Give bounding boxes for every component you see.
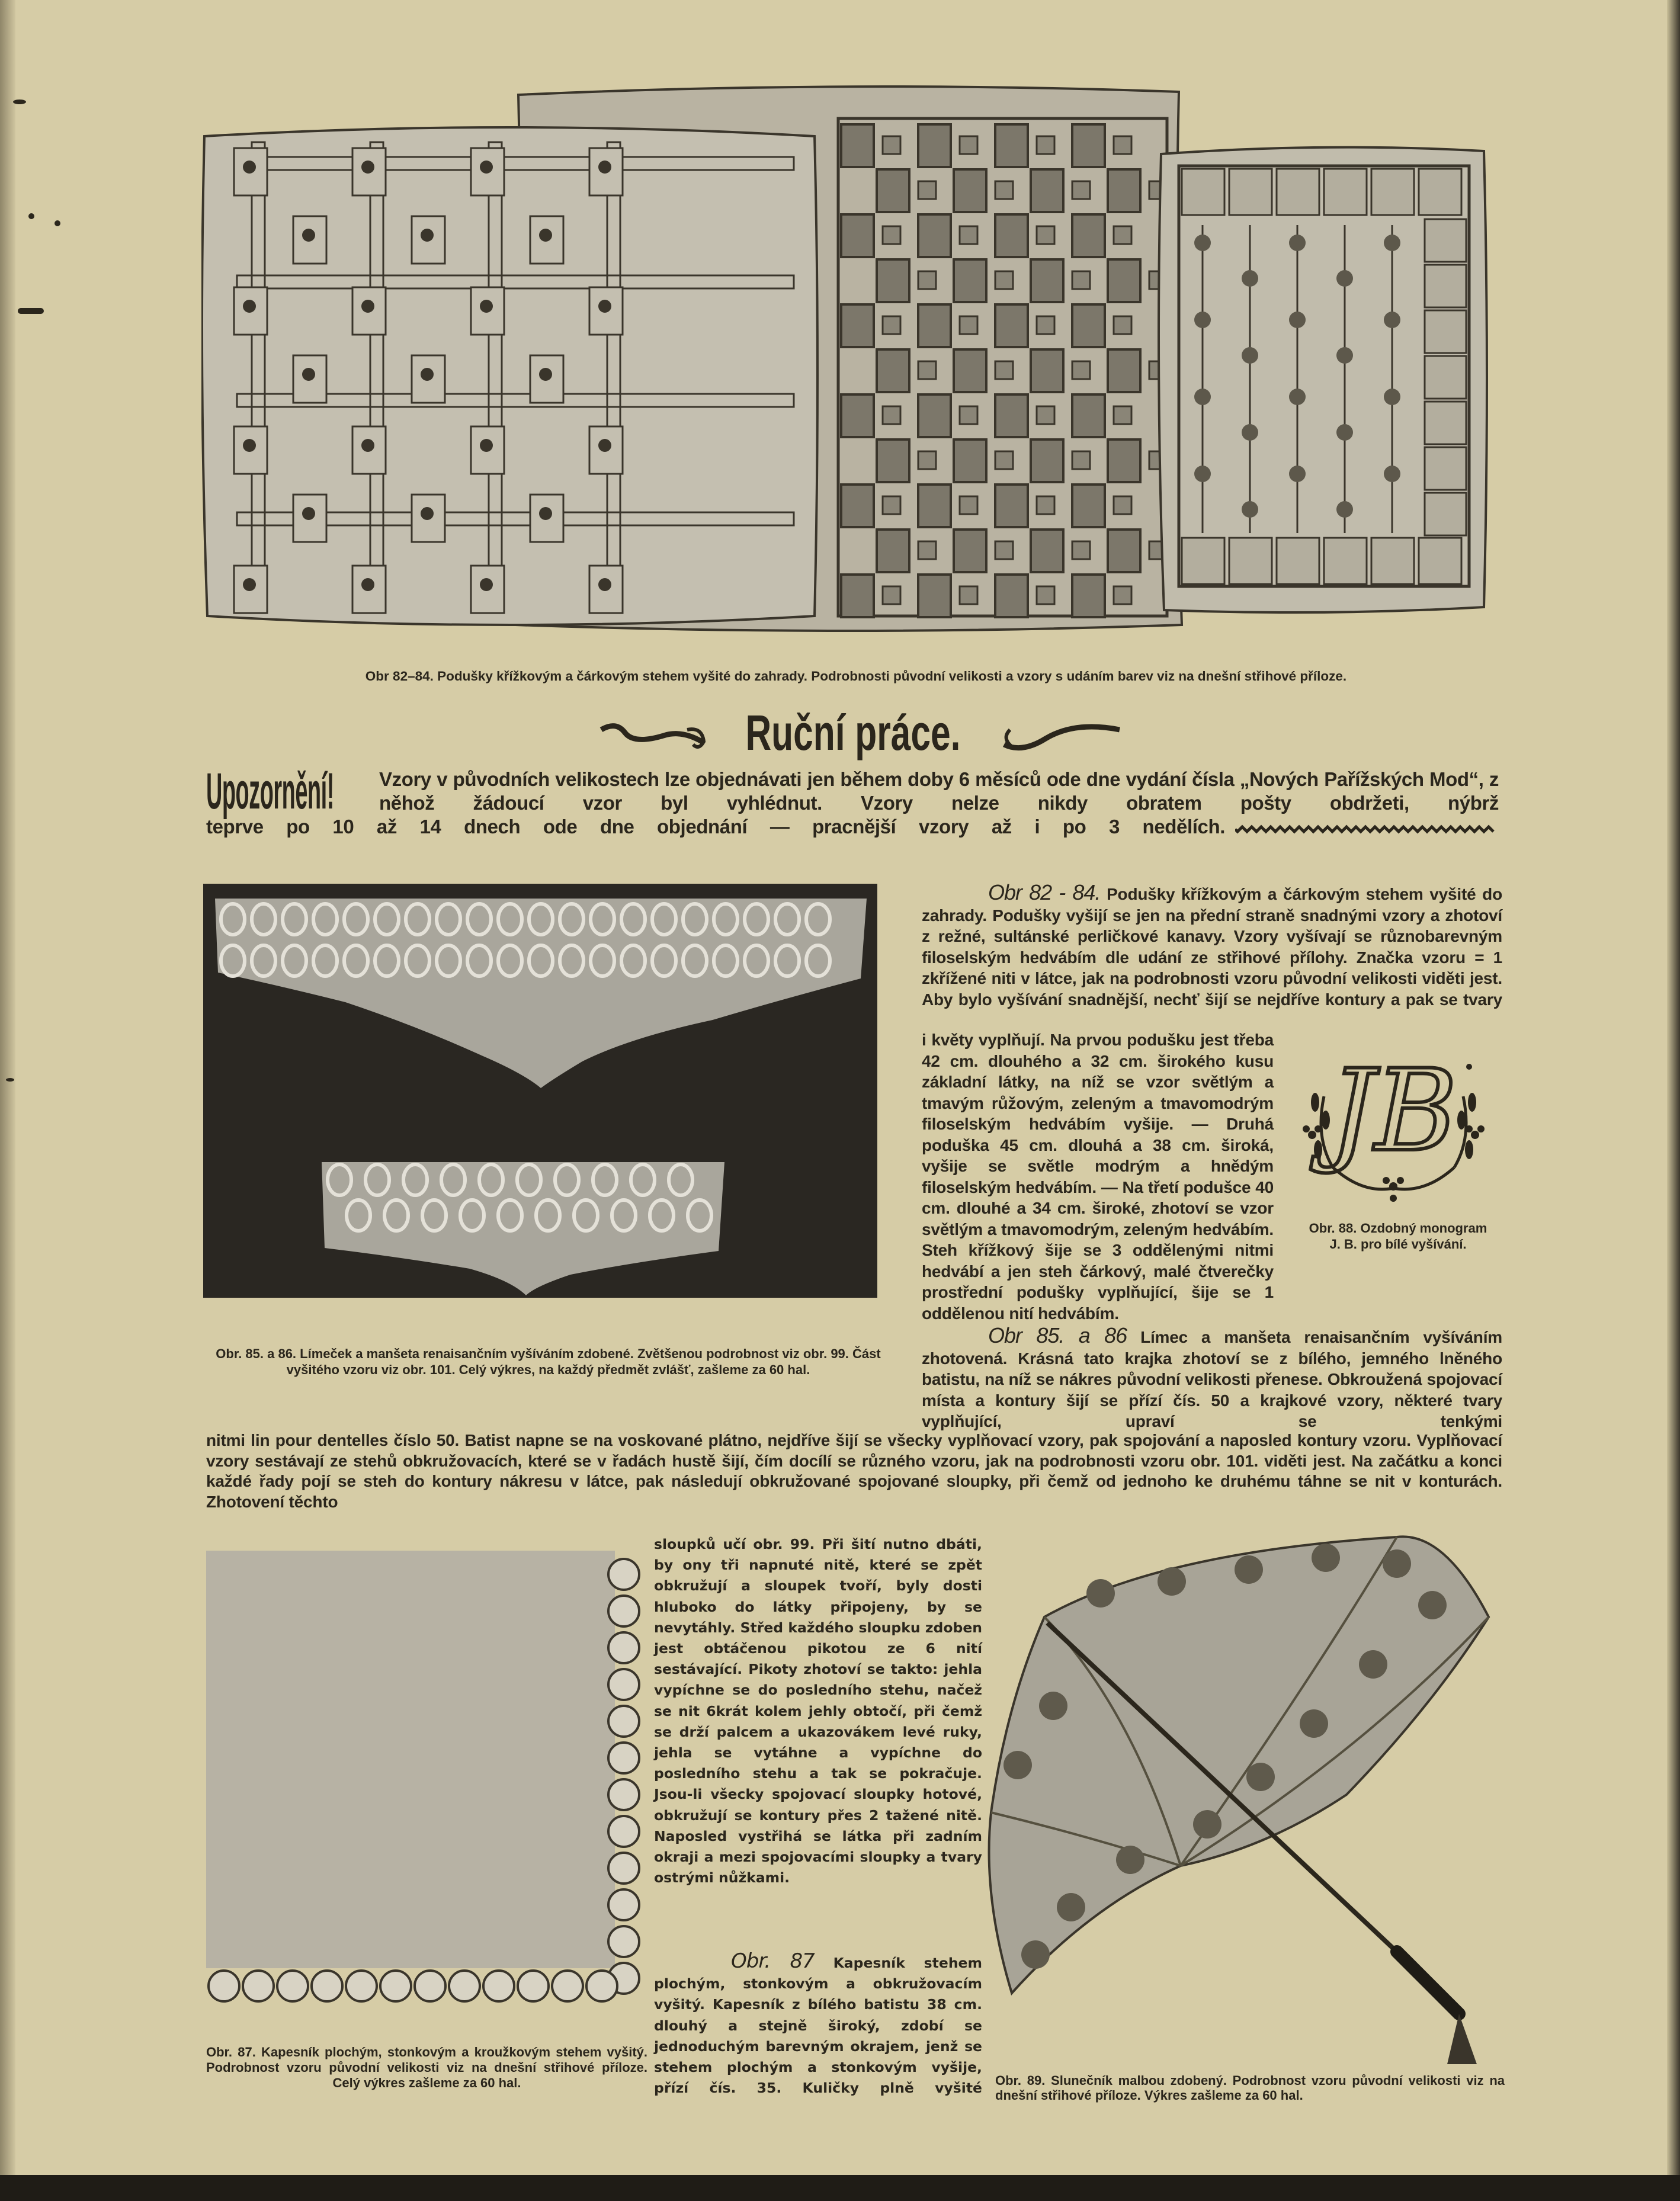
pillow-square	[877, 259, 909, 302]
pillow-small-square	[1037, 586, 1054, 604]
article-fig85-column: sloupků učí obr. 99. Při šití nutno dbáti, by ony tři napnuté nitě, které se zpět obkružují a sloupek tvoří, byly dosti hluboko do látky připojeny, by se nevytáhly. Střed každého sloupku zdoben jest obtáčenou pikotou ze 6 nití sestávající. Pikoty zhotoví se takto: jehla vypíchne se do posledního stehu, načež se nit 6krát kolem jehly obtočí, při čemž se drží palcem a ukazovákem levé ruky, jehla se vytáhne a vypíchne do posledního stehu a tak se pokračuje. Jsou-li všecky spojovací sloupky hotové, obkružují se kontury přes 2 tažené nitě. Naposled vystřihá se látka při zadním okraji a mezi spojovacími sloupky a tvary ostrými nůžkami.	[654, 1536, 982, 1886]
pillow-flower	[480, 300, 493, 313]
pillow-clover	[1336, 347, 1353, 364]
pillow-border-square	[1419, 538, 1461, 584]
handkerchief-flower	[608, 1816, 639, 1847]
figure-87-caption: Obr. 87. Kapesník plochým, stonkovým a kroužkovým stehem vyšitý. Podrobnost vzoru původní velikosti viz na dnešní střihové příloze. Celý výkres zašleme za 60 hal.	[206, 2045, 647, 2090]
pillow-small-square	[883, 136, 900, 154]
handkerchief-flower	[552, 1971, 583, 2001]
parasol-flower	[1312, 1544, 1340, 1572]
pillow-square	[918, 124, 951, 167]
handkerchief-flower	[586, 1971, 617, 2001]
parasol-tassel	[1447, 2014, 1477, 2064]
pillow-flower	[598, 161, 611, 174]
pillow-middle-pattern	[838, 118, 1167, 617]
monogram-jb-illustration	[1291, 1031, 1496, 1207]
handkerchief-flower	[608, 1596, 639, 1626]
pillow-flower	[361, 578, 374, 591]
pillow-small-square	[918, 541, 936, 559]
article-fig85-continued: nitmi lin pour dentelles číslo 50. Batist napne se na voskované plátno, nejdříve šijí se všecky vyplňovací vzory, pak spojování a naposled kontury vzoru. Vyplňovací vzory sestávají ze stehů obkružovacích, které se v řadách hustě šijí, čím docílí se různého vzoru, jak na podrobnosti vzoru obr. 101. viděti jest. Na začátku a konci každé řady pojí se steh do kontury nákresu v látce, pak následují obkružované spojované sloupky, při čemž od jednoho ke druhému táhne se nit v konturách. Zhotovení těchto	[206, 1431, 1502, 1511]
pillow-border-square	[1371, 169, 1414, 215]
scan-mark	[13, 100, 26, 104]
pillow-border-square	[1324, 538, 1367, 584]
pillow-square	[995, 214, 1028, 257]
pillow-square	[1031, 259, 1063, 302]
pillow-border-square	[1371, 538, 1414, 584]
pillow-square	[1072, 304, 1105, 347]
article-fig87-text: Kapesník stehem plochým, stonkovým a obkružovacím vyšitý. Kapesník z bílého batistu 38 cm. dlouhý a stejně široký, zdobí se jednoduchým barevným okrajem, jenž se stehem plochým a stonkovým vyšije, přízí čís. 35. Kuličky plně vyšité	[654, 1955, 982, 2097]
pillow-square	[841, 214, 874, 257]
handkerchief-flower	[243, 1971, 274, 2001]
pillow-square	[1108, 439, 1140, 482]
scan-mark	[6, 1078, 14, 1082]
pillow-border-square	[1425, 447, 1466, 490]
parasol-flower	[1021, 1940, 1050, 1969]
pillow-square	[1031, 169, 1063, 212]
pillow-clover	[1242, 501, 1258, 518]
pillow-square	[1031, 530, 1063, 572]
pillow-flower	[421, 229, 434, 242]
pillow-border-square	[1419, 169, 1461, 215]
article-fig82-heading: Obr 82 - 84.	[988, 880, 1101, 904]
pillow-small-square	[960, 136, 977, 154]
pillows-illustration	[201, 83, 1493, 634]
handkerchief-flower	[346, 1971, 377, 2001]
handkerchief-flower	[608, 1559, 639, 1590]
pillow-clover	[1289, 235, 1306, 251]
pillow-square	[954, 349, 986, 392]
parasol-flower	[1193, 1810, 1221, 1839]
pillow-flower	[539, 368, 552, 381]
pillow-small-square	[995, 271, 1013, 289]
pillow-clover	[1194, 235, 1211, 251]
pillow-small-square	[1072, 451, 1090, 469]
handkerchief-flower	[415, 1971, 445, 2001]
pillow-square	[1072, 214, 1105, 257]
handkerchief-flower	[312, 1971, 342, 2001]
handkerchief-flower	[608, 1706, 639, 1737]
pillow-border-square	[1277, 169, 1319, 215]
page-left-edge	[0, 0, 15, 2201]
wavy-rule	[1235, 827, 1493, 832]
pillow-small-square	[1114, 586, 1131, 604]
pillow-square	[1072, 575, 1105, 617]
pillow-small-square	[883, 586, 900, 604]
pillow-small-square	[960, 226, 977, 244]
pillow-border-square	[1229, 538, 1272, 584]
handkerchief-flower	[608, 1853, 639, 1884]
article-fig87	[654, 1951, 982, 2099]
pillow-small-square	[1072, 181, 1090, 199]
parasol-flower	[1057, 1893, 1085, 1921]
pillow-small-square	[1037, 226, 1054, 244]
pillow-small-square	[960, 586, 977, 604]
pillow-clover	[1384, 466, 1400, 482]
pillow-clover	[1194, 466, 1211, 482]
pillow-small-square	[918, 451, 936, 469]
notice-text: Vzory v původních velikostech lze objednávati jen během doby 6 měsíců ode dne vydání čísla „Nových Pařížských Mod“, z něhož žádoucí vzor byl vyhlédnut. Vzory nelze nikdy obratem pošty obdržeti, nýbrž	[379, 768, 1499, 814]
handkerchief-flower	[608, 1926, 639, 1957]
handkerchief-photo	[206, 1551, 650, 2022]
scan-mark	[18, 308, 44, 314]
pillow-small-square	[960, 316, 977, 334]
pillow-square	[995, 485, 1028, 527]
pillow-square	[1031, 349, 1063, 392]
pillow-square	[995, 575, 1028, 617]
monogram-letters: JB	[1329, 1045, 1457, 1176]
pillow-small-square	[883, 406, 900, 424]
pillow-clover	[1289, 389, 1306, 405]
pillow-square	[1108, 349, 1140, 392]
pillow-square	[954, 530, 986, 572]
parasol-flower	[1116, 1846, 1144, 1874]
pillow-square	[918, 394, 951, 437]
pillow-clover	[1242, 347, 1258, 364]
article-fig87-heading: Obr. 87	[731, 1949, 815, 1973]
pillow-square	[995, 394, 1028, 437]
pillow-clover	[1289, 312, 1306, 328]
pillow-small-square	[883, 316, 900, 334]
pillow-border-square	[1425, 219, 1466, 262]
parasol-flower	[1418, 1591, 1447, 1619]
pillow-small-square	[1114, 226, 1131, 244]
pillow-square	[1072, 485, 1105, 527]
parasol-flower	[1246, 1763, 1275, 1791]
pillow-clover	[1289, 466, 1306, 482]
pillow-square	[841, 485, 874, 527]
title-ornament-right-icon	[998, 718, 1126, 759]
pillow-clover	[1384, 235, 1400, 251]
pillow-flower	[480, 439, 493, 452]
pillow-flower	[539, 229, 552, 242]
pillow-square	[954, 439, 986, 482]
figure-82-84-caption: Obr 82–84. Podušky křížkovým a čárkovým stehem vyšité do zahrady. Podrobnosti původní velikosti a vzory s udáním barev viz na dnešní střihové příloze.	[365, 669, 1347, 684]
pillow-small-square	[1114, 136, 1131, 154]
pillow-flower	[243, 439, 256, 452]
pillow-flower	[361, 439, 374, 452]
pillow-small-square	[1037, 406, 1054, 424]
pillow-small-square	[960, 406, 977, 424]
title-ornament-left-icon	[598, 718, 711, 759]
pillow-flower	[421, 507, 434, 520]
pillow-small-square	[960, 496, 977, 514]
parasol-flower	[1359, 1650, 1387, 1679]
parasol-flower	[1235, 1555, 1263, 1584]
pillow-square	[877, 169, 909, 212]
pillow-border-square	[1425, 402, 1466, 444]
scan-mark	[54, 220, 60, 226]
pillow-small-square	[918, 361, 936, 379]
handkerchief-flower	[449, 1971, 480, 2001]
pillow-border-square	[1182, 538, 1224, 584]
parasol-photo	[982, 1528, 1503, 2067]
article-fig82-body: i květy vyplňují. Na prvou podušku jest třeba 42 cm. dlouhého a 32 cm. širokého kusu základní látky, na níž se vzor světlým a tmavým růžovým, zeleným a tmavomodrým filoselským hedvábím vyšije. — Druhá poduška 45 cm. dlouhá a 38 cm. široká, vyšije se světle modrým a hnědým filoselským hedvábím. — Na třetí podušce 40 cm. dlouhé a 34 cm. široké, zhotoví se vzor světlým a tmavomodrým, zeleným hedvábím. Steh křížkový šije se 3 oddělenými nitmi hedvábí a jen steh čárkový, malé čtverečky prostřední podušky vyplňující, šije se 1 oddělenou nití hedvábím.	[922, 1031, 1274, 1323]
pillow-square	[841, 124, 874, 167]
pillow-flower	[302, 507, 315, 520]
pillow-flower	[480, 578, 493, 591]
pillow-border-square	[1425, 356, 1466, 399]
pillow-square	[877, 439, 909, 482]
handkerchief-flower	[380, 1971, 411, 2001]
parasol-flower	[1158, 1567, 1186, 1596]
pillow-border-square	[1182, 169, 1224, 215]
pillow-border-square	[1425, 493, 1466, 535]
figure-88-caption: Obr. 88. Ozdobný monogram J. B. pro bílé vyšívání.	[1309, 1221, 1487, 1252]
pillow-flower	[421, 368, 434, 381]
handkerchief-flower	[608, 1779, 639, 1810]
pillow-small-square	[883, 496, 900, 514]
handkerchief-flower	[608, 1743, 639, 1773]
pillow-square	[1031, 439, 1063, 482]
pillow-clover	[1384, 312, 1400, 328]
handkerchief-flower	[608, 1669, 639, 1700]
handkerchief-flower	[277, 1971, 308, 2001]
parasol-flower	[1039, 1692, 1067, 1720]
pillow-square	[1108, 169, 1140, 212]
pillow-square	[995, 304, 1028, 347]
pillow-small-square	[918, 271, 936, 289]
pillow-flower	[243, 161, 256, 174]
pillow-flower	[539, 507, 552, 520]
pillow-square	[841, 394, 874, 437]
parasol-handle	[1397, 1952, 1459, 2014]
pillow-small-square	[995, 361, 1013, 379]
figure-85-86-caption: Obr. 85. a 86. Límeček a manšeta renaisančním vyšíváním zdobené. Zvětšenou podrobnost viz obr. 99. Část vyšitého vzoru viz obr. 101. Celý výkres, na každý předmět zvlášť, zašleme za 60 hal.	[216, 1346, 881, 1377]
pillow-small-square	[1072, 271, 1090, 289]
handkerchief-flower	[209, 1971, 239, 2001]
pillow-square	[954, 169, 986, 212]
pillow-square	[1072, 394, 1105, 437]
pillow-clover	[1194, 312, 1211, 328]
pillow-flower	[598, 439, 611, 452]
pillow-clover	[1336, 270, 1353, 287]
pillow-square	[877, 349, 909, 392]
pillow-clover	[1194, 389, 1211, 405]
wavy-rule-icon	[1235, 823, 1496, 835]
pillow-small-square	[995, 451, 1013, 469]
pillow-square	[918, 575, 951, 617]
pillow-small-square	[1072, 541, 1090, 559]
notice-label: Upozornění!	[206, 763, 334, 820]
pillow-flower	[598, 578, 611, 591]
pillow-small-square	[995, 181, 1013, 199]
pillow-small-square	[918, 181, 936, 199]
pillow-border-square	[1324, 169, 1367, 215]
pillow-square	[995, 124, 1028, 167]
pillow-square	[1108, 530, 1140, 572]
figure-89-caption: Obr. 89. Slunečník malbou zdobený. Podrobnost vzoru původní velikosti viz na dnešní střihové příloze. Výkres zašleme za 60 hal.	[995, 2073, 1505, 2103]
article-fig85-heading: Obr 85. a 86	[988, 1323, 1127, 1347]
pillow-border-square	[1229, 169, 1272, 215]
parasol-flower	[1086, 1579, 1115, 1608]
pillow-small-square	[1037, 496, 1054, 514]
pillow-border-square	[1277, 538, 1319, 584]
parasol-flower	[1300, 1709, 1328, 1738]
pillow-square	[1108, 259, 1140, 302]
page-right-edge	[1667, 0, 1680, 2201]
pillow-small-square	[1072, 361, 1090, 379]
notice-text-continued: teprve po 10 až 14 dnech ode dne objednání — pracnější vzory až i po 3 nedělích.	[206, 816, 1225, 838]
section-title: Ruční práce.	[745, 705, 961, 761]
pillow-flower	[243, 300, 256, 313]
pillow-small-square	[1114, 316, 1131, 334]
article-fig85-text: Límec a manšeta renaisančním vyšíváním zhotovená. Krásná tato krajka zhotoví se z bílého, jemného lněného batistu, na níž se nákres původní velikosti přenese. Obkroužená spojovací místa a kontury šijí se přízí čís. 50 a krajkové vzory, některé tvary vyplňující, upraví se tenkými	[922, 1328, 1502, 1430]
pillow-small-square	[1037, 316, 1054, 334]
pillow-clover	[1336, 424, 1353, 441]
pillow-flower	[302, 229, 315, 242]
pillow-square	[918, 485, 951, 527]
lace-collar-cuff-photo	[203, 884, 877, 1298]
parasol-canopy	[989, 1536, 1489, 1993]
pillow-border-square	[1425, 310, 1466, 353]
pillow-square	[918, 304, 951, 347]
pillow-small-square	[1114, 496, 1131, 514]
pillow-clover	[1336, 501, 1353, 518]
pillow-border-square	[1425, 265, 1466, 307]
pillow-square	[877, 530, 909, 572]
handkerchief-flower	[608, 1889, 639, 1920]
handkerchief-flower	[483, 1971, 514, 2001]
article-fig85-intro	[922, 1325, 1502, 1432]
pillow-small-square	[883, 226, 900, 244]
parasol-flower	[1003, 1751, 1032, 1779]
article-fig82-text: Podušky křížkovým a čárkovým stehem vyšité do zahrady. Podušky vyšijí se jen na přední straně snadnými vzory a zhotoví z režné, sultánské perličkové kanavy. Vzory vyšívají se různobarevným filoselským hedvábím dle udání ze střihové přílohy. Značka vzoru = 1 zkřížené niti v látce, jak na podrobnosti vzoru původní velikosti viděti jest. Aby bylo vyšívání snadnější, nechť šijí se nejdříve kontury a pak se tvary	[922, 885, 1502, 1009]
pillow-small-square	[1037, 136, 1054, 154]
pillow-flower	[302, 368, 315, 381]
handkerchief-flower	[518, 1971, 549, 2001]
pillow-flower	[361, 300, 374, 313]
pillow-small-square	[1114, 406, 1131, 424]
pillow-square	[841, 304, 874, 347]
pillow-square	[954, 259, 986, 302]
handkerchief-flower	[608, 1632, 639, 1663]
pillow-flower	[243, 578, 256, 591]
parasol-flower	[1383, 1549, 1411, 1578]
pillow-square	[841, 575, 874, 617]
pillow-flower	[361, 161, 374, 174]
page-bottom-edge	[0, 2175, 1680, 2201]
pillow-flower	[598, 300, 611, 313]
pillow-clover	[1242, 424, 1258, 441]
pillow-small-square	[995, 541, 1013, 559]
pillow-clover	[1242, 270, 1258, 287]
article-fig82-intro	[922, 882, 1502, 1010]
pillow-clover	[1384, 389, 1400, 405]
pillow-square	[1072, 124, 1105, 167]
pillow-square	[918, 214, 951, 257]
scan-mark	[28, 213, 34, 219]
pillow-flower	[480, 161, 493, 174]
